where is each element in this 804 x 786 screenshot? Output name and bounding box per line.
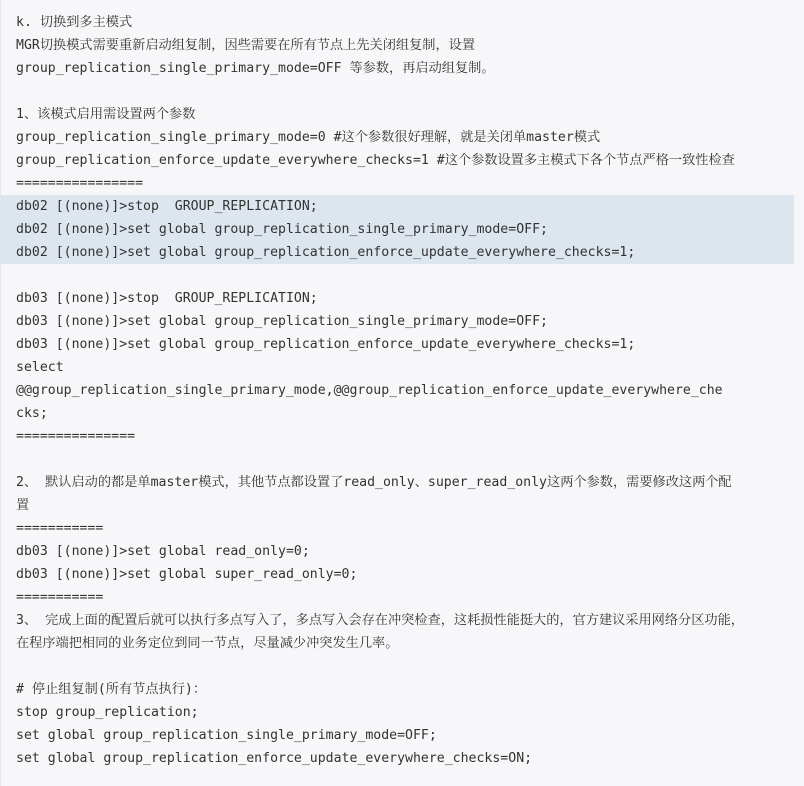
code-line: stop group_replication; — [16, 705, 199, 720]
separator-line: =========== — [16, 590, 104, 605]
code-line: 置 — [16, 498, 30, 513]
code-line: k. 切换到多主模式 — [16, 15, 133, 30]
code-line: db03 [(none)]>set global read_only=0; — [16, 544, 310, 559]
separator-line: =========== — [16, 521, 104, 536]
code-line: db03 [(none)]>set global super_read_only=0; — [16, 567, 358, 582]
blank-line — [16, 655, 804, 678]
code-line: 3、 完成上面的配置后就可以执行多点写入了，多点写入会存在冲突检查，这耗损性能挺大的，官方建议采用网络分区功能， — [16, 613, 744, 628]
highlighted-code-line[interactable]: db02 [(none)]>stop GROUP_REPLICATION; — [1, 195, 794, 218]
separator-line: ================ — [16, 176, 144, 191]
code-line: 1、该模式启用需设置两个参数 — [16, 107, 196, 122]
code-line: @@group_replication_single_primary_mode,@@group_replication_enforce_update_everywhere_che — [16, 383, 723, 398]
code-line: db03 [(none)]>set global group_replication_single_primary_mode=OFF; — [16, 314, 548, 329]
code-lines — [1, 0, 804, 770]
blank-line — [16, 80, 804, 103]
comment-line: # 停止组复制(所有节点执行)： — [16, 682, 207, 697]
separator-line: =============== — [16, 429, 136, 444]
code-line: select — [16, 360, 64, 375]
code-line: group_replication_single_primary_mode=OFF 等参数，再启动组复制。 — [16, 61, 495, 76]
code-line: set global group_replication_single_primary_mode=OFF; — [16, 728, 437, 743]
highlighted-code-line[interactable]: db02 [(none)]>set global group_replication_single_primary_mode=OFF; — [1, 218, 794, 241]
code-line: cks; — [16, 406, 48, 421]
code-line: group_replication_single_primary_mode=0 #这个参数很好理解，就是关闭单master模式 — [16, 130, 601, 145]
code-line: db03 [(none)]>stop GROUP_REPLICATION; — [16, 291, 318, 306]
code-line: 在程序端把相同的业务定位到同一节点，尽量减少冲突发生几率。 — [16, 636, 399, 651]
blank-line — [16, 264, 804, 287]
blank-line — [16, 448, 804, 471]
code-line: set global group_replication_enforce_update_everywhere_checks=ON; — [16, 751, 533, 766]
highlighted-code-line[interactable]: db02 [(none)]>set global group_replication_enforce_update_everywhere_checks=1; — [1, 241, 794, 264]
code-line: 2、 默认启动的都是单master模式，其他节点都设置了read_only、super_read_only这两个参数，需要修改这两个配 — [16, 475, 732, 490]
code-line: MGR切换模式需要重新启动组复制，因些需要在所有节点上先关闭组复制，设置 — [16, 38, 476, 53]
code-line: group_replication_enforce_update_everywhere_checks=1 #这个参数设置多主模式下各个节点严格一致性检查 — [16, 153, 735, 168]
code-line: db03 [(none)]>set global group_replication_enforce_update_everywhere_checks=1; — [16, 337, 636, 352]
